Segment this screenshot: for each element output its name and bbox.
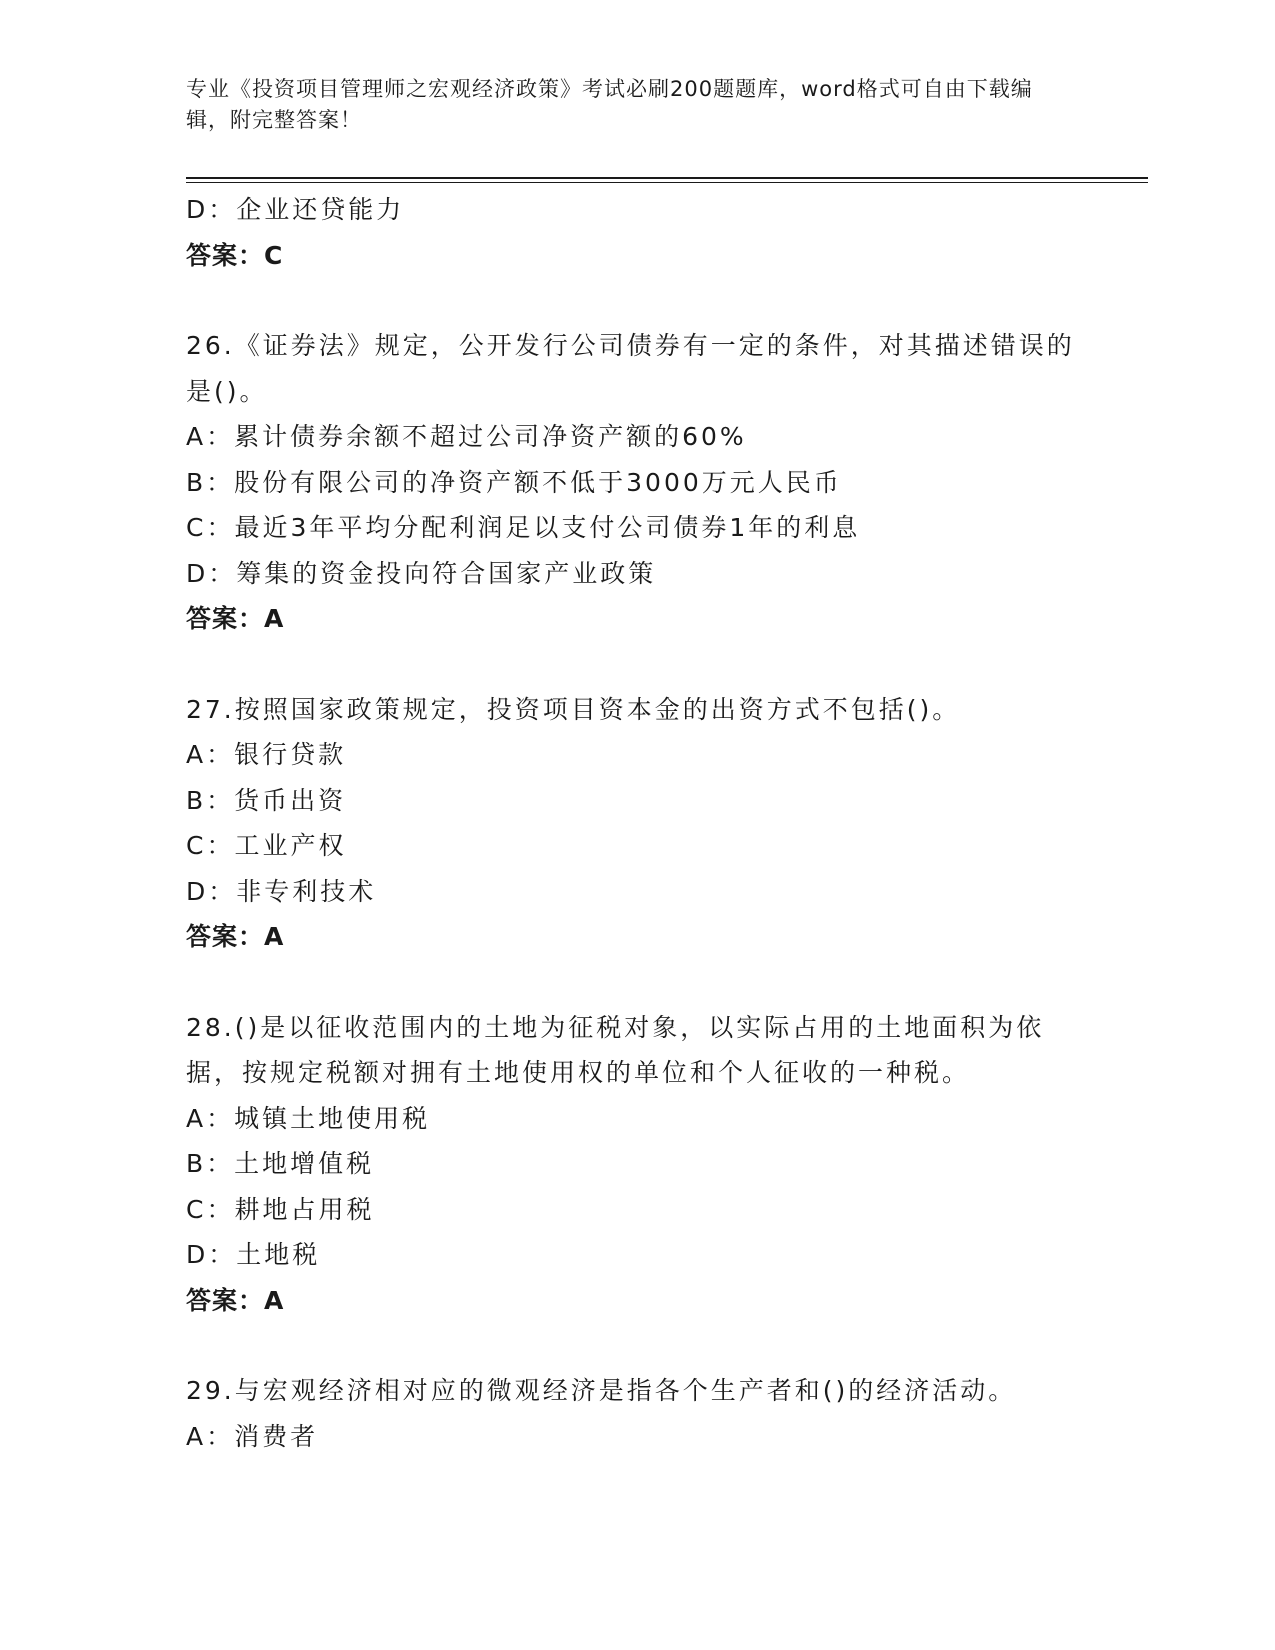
answer-option: C：工业产权 (186, 831, 347, 860)
answer-option: A：消费者 (186, 1421, 319, 1451)
answer-option: C：最近3年平均分配利润足以支付公司债券1年的利息 (186, 513, 861, 542)
question-stem: 26.《证券法》规定，公开发行公司债券有一定的条件，对其描述错误的是()。 (186, 331, 1075, 406)
answer-option: D：土地税 (186, 1240, 321, 1269)
answer-key: 答案：A (186, 922, 285, 951)
block-spacer (186, 960, 1086, 1005)
answer-option: B：股份有限公司的净资产额不低于3000万元人民币 (186, 467, 842, 497)
answer-key: 答案：A (186, 1285, 285, 1315)
document-header (186, 74, 1066, 136)
answer-option: B：货币出资 (186, 785, 347, 815)
answer-option: B：土地增值税 (186, 1149, 375, 1178)
answer-option: A：银行贷款 (186, 740, 347, 769)
answer-key: 答案：A (186, 604, 285, 633)
header-divider-thin (186, 182, 1148, 183)
header-text: 专业《投资项目管理师之宏观经济政策》考试必刷200题题库，word格式可自由下载编辑，附完整答案！ (186, 77, 1033, 132)
question-stem: 28.()是以征收范围内的土地为征税对象，以实际占用的土地面积为依据，按规定税额对拥有土地使用权的单位和个人征收的一种税。 (186, 1012, 1045, 1087)
answer-option: D：筹集的资金投向符合国家产业政策 (186, 558, 657, 588)
block-spacer (186, 642, 1086, 687)
answer-option: D：非专利技术 (186, 876, 377, 906)
block-spacer (186, 278, 1086, 323)
answer-option: D：企业还贷能力 (186, 195, 405, 224)
answer-option: C：耕地占用税 (186, 1194, 375, 1224)
question-list (186, 187, 1086, 1459)
question-stem: 27.按照国家政策规定，投资项目资本金的出资方式不包括()。 (186, 694, 961, 724)
answer-option: A：城镇土地使用税 (186, 1103, 431, 1133)
answer-key: 答案：C (186, 240, 284, 270)
header-divider-thick (186, 177, 1148, 179)
question-stem: 29.与宏观经济相对应的微观经济是指各个生产者和()的经济活动。 (186, 1376, 1017, 1405)
answer-option: A：累计债券余额不超过公司净资产额的60% (186, 422, 747, 451)
block-spacer (186, 1323, 1086, 1368)
